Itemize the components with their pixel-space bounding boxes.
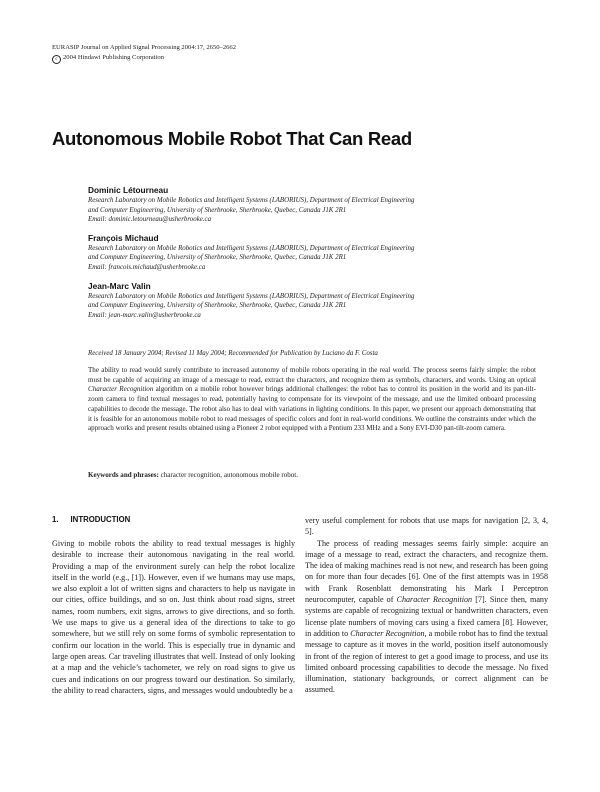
author-email xyxy=(88,263,538,273)
keywords-text: character recognition, autonomous mobile robot. xyxy=(158,471,299,479)
author-email xyxy=(88,311,538,321)
copyright-line xyxy=(52,53,236,64)
author-name: Jean-Marc Valin xyxy=(88,280,151,291)
received-dates: Received 18 January 2004; Revised 11 May 2004; Recommended for Publication by Luciano da F. Costa xyxy=(88,350,378,357)
body-paragraph: very useful complement for robots that use maps for navigation [2, 3, 4, 5]. xyxy=(305,516,548,537)
author-block xyxy=(88,184,538,225)
author-name: François Michaud xyxy=(88,232,159,243)
author-affiliation: and Computer Engineering, University of Sherbrooke, Sherbrooke, Quebec, Canada J1K 2R1 xyxy=(88,302,347,310)
body-paragraph xyxy=(305,538,548,696)
author-affiliation: and Computer Engineering, University of Sherbrooke, Sherbrooke, Quebec, Canada J1K 2R1 xyxy=(88,254,347,262)
email-address[interactable]: francois.michaud@usherbrooke.ca xyxy=(108,263,206,271)
paper-title: Autonomous Mobile Robot That Can Read xyxy=(52,128,412,149)
author-affiliation: Research Laboratory on Mobile Robotics and Intelligent Systems (LABORIUS), Department of Electrical Engineering xyxy=(88,292,415,300)
journal-header xyxy=(52,43,236,64)
author-affiliation: and Computer Engineering, University of Sherbrooke, Sherbrooke, Quebec, Canada J1K 2R1 xyxy=(88,206,347,214)
author-list xyxy=(88,184,538,327)
journal-citation: EURASIP Journal on Applied Signal Processing 2004:17, 2650–2662 xyxy=(52,44,237,51)
body-emphasis: Character Recognition xyxy=(396,595,473,605)
copyright-text: 2004 Hindawi Publishing Corporation xyxy=(63,54,164,61)
abstract-text: algorithm on a mobile robot however brings additional challenges: the robot has to control its position in the world and its pan-tilt-zoom camera to find textual messages to read, potentially having to compensate for its viewpoint of the message, and use the limited onboard processing capabilities to decode the message. The robot also has to deal with variations in lighting conditions. In this paper, we present our approach demonstrating that it is feasible for an autonomous mobile robot to read messages of specific colors and font in real-world conditions. We outline the constraints under which the approach works and present results obtained using a Pioneer 2 robot equipped with a Pentium 233 MHz and a Sony EVI-D30 pan-tilt-zoom camera. xyxy=(88,385,536,433)
author-affiliation: Research Laboratory on Mobile Robotics and Intelligent Systems (LABORIUS), Department of Electrical Engineering xyxy=(88,197,415,204)
author-email xyxy=(88,215,538,225)
body-paragraph: Giving to mobile robots the ability to read textual messages is highly desirable to increase their autonomous navigating in the real world. Providing a map of the environment surely can help the robot localize itself in the world (e.g., [1]). However, even if we humans may use maps, we also exploit a lot of written signs and characters to help us navigate in our cities, office buildings, and so on. Just think about road signs, street names, room numbers, exit signs, arrows to give directions, and so forth. We use maps to give us a general idea of the directions to take to go somewhere, but we still rely on some forms of symbolic representation to confirm our location in the world. This is especially true in dynamic and large open areas. Car traveling illustrates that well. Instead of only looking at a map and the vehicle’s tachometer, we rely on road signs to give us cues and indications on our progress toward our destination. So similarly, the ability to read characters, signs, and messages would undoubtedly be a xyxy=(52,539,295,695)
body-emphasis: Character Recognition xyxy=(350,628,425,638)
email-address[interactable]: jean-marc.valin@usherbrooke.ca xyxy=(108,311,201,319)
body-text: , a mobile robot has to find the textual message to capture as it moves in the world, position itself autonomously in front of the region of interest to get a good image to process, and use its limited onboard processing capabilities to decode the message. No fixed illumination, stationary backgrounds, or correct alignment can be assumed. xyxy=(305,628,548,695)
body-column-right xyxy=(305,515,548,696)
abstract-text: The ability to read would surely contribute to increased autonomy of mobile robots operating in the real world. The process seems fairly simple: the robot must be capable of acquiring an image of a message to read, extract the characters, and recognize them as symbols, characters, and words. Using an optical xyxy=(88,366,536,384)
keywords xyxy=(88,471,298,479)
copyright-icon: c xyxy=(52,55,61,64)
section-title: INTRODUCTION xyxy=(70,515,131,524)
abstract xyxy=(88,366,536,434)
section-number: 1. xyxy=(52,515,59,524)
keywords-label: Keywords and phrases: xyxy=(88,471,159,479)
email-label: Email: xyxy=(88,216,107,224)
email-label: Email: xyxy=(88,311,107,319)
body-text: [7]. Since then, many systems are capable of recognizing textual or handwritten characters, even license plate numbers of moving cars using a fixed camera [8]. However, in addition to xyxy=(305,595,549,638)
section-heading xyxy=(52,515,130,524)
author-block xyxy=(88,280,538,321)
email-label: Email: xyxy=(88,263,107,271)
email-address[interactable]: dominic.letourneau@usherbrooke.ca xyxy=(108,216,212,224)
body-column-left xyxy=(52,538,295,696)
body-text: The process of reading messages seems fairly simple: acquire an image of a message to read, extract the characters, and recognize them. The idea of making machines read is not new, and research has been going on for more than four decades [6]. One of the first attempts was in 1958 with Frank Rosenblatt demonstrating his Mark I Perceptron neurocomputer, capable of xyxy=(305,538,548,605)
abstract-emphasis: Character Recognition xyxy=(88,385,154,394)
author-affiliation: Research Laboratory on Mobile Robotics and Intelligent Systems (LABORIUS), Department of Electrical Engineering xyxy=(88,244,415,252)
author-name: Dominic Létourneau xyxy=(88,185,169,195)
author-block xyxy=(88,232,538,273)
